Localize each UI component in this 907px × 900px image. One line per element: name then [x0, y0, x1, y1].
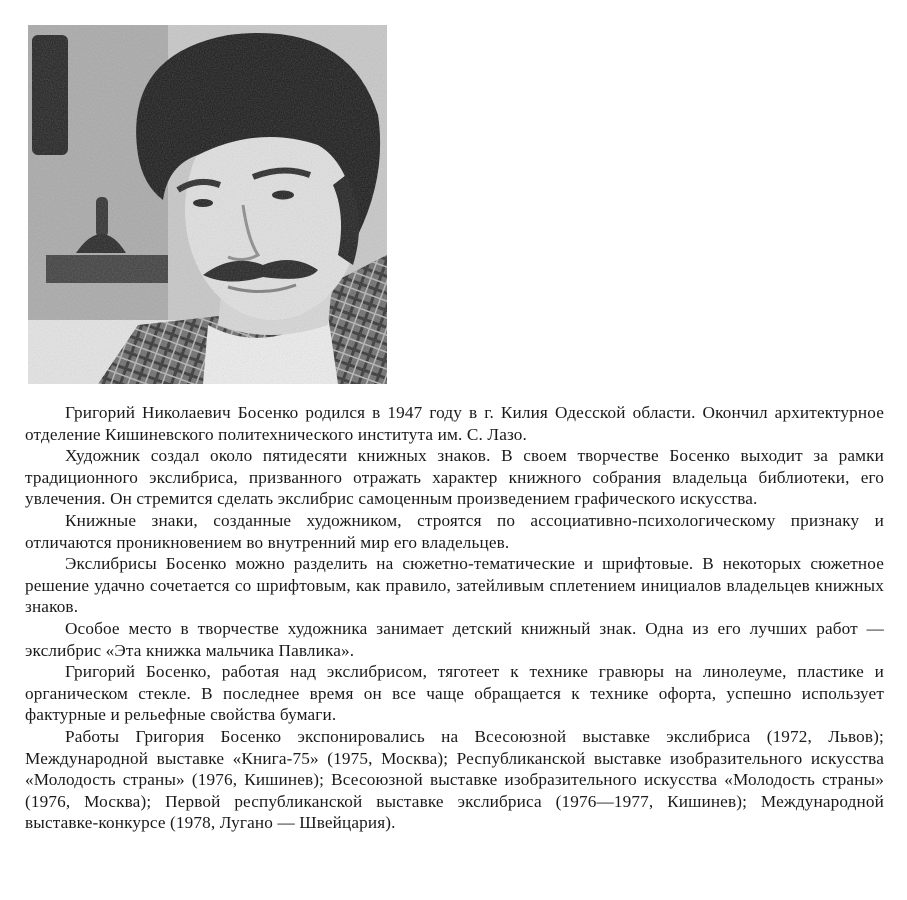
paragraph-techniques: Григорий Босенко, работая над экслибрисом, тяготеет к технике гравюры на линолеуме, пластике и органическом стекле. В последнее время он все чаще обращается к технике офорта, успешно использует фактурные и рельефные свойства бумаги.: [25, 662, 884, 725]
photo-grain: [28, 25, 387, 384]
paragraph-book-signs: Книжные знаки, созданные художником, строятся по ассоциативно-психологическому признаку и отличаются проникновением во внутренний мир его владельцев.: [25, 510, 884, 552]
paragraph-works-overview: Художник создал около пятидесяти книжных знаков. В своем творчестве Босенко выходит за рамки традиционного экслибриса, призванного отражать характер книжного собрания владельца библиотеки, его увлечения. Он стремится сделать экслибрис самоценным произведением графического искусства.: [25, 446, 884, 509]
paragraph-childrens-sign: Особое место в творчестве художника занимает детский книжный знак. Одна из его лучших работ — экслибрис «Эта книжка мальчика Павлика».: [25, 618, 884, 660]
biography-text: [25, 402, 884, 834]
paragraph-birth: Григорий Николаевич Босенко родился в 1947 году в г. Килия Одесской области. Окончил архитектурное отделение Кишиневского политехнического института им. С. Лазо.: [25, 403, 884, 444]
portrait-illustration: [28, 25, 387, 384]
paragraph-ex-libris-types: Экслибрисы Босенко можно разделить на сюжетно-тематические и шрифтовые. В некоторых сюжетное решение удачно сочетается со шрифтовым, как правило, затейливым сплетением инициалов владельцев книжных знаков.: [25, 554, 884, 617]
portrait-photo: [28, 25, 387, 384]
paragraph-exhibitions: Работы Григория Босенко экспонировались на Всесоюзной выставке экслибриса (1972, Львов); Международной выставке «Книга-75» (1975, Москва); Республиканской выставке изобразительного искусства «Молодость страны» (1976, Кишинев); Всесоюзной выставке изобразительного искусства «Молодость страны» (1976, Москва); Первой республиканской выставке экслибриса (1976—1977, Кишинев); Международной выставке-конкурсе (1978, Лугано — Швейцария).: [25, 726, 884, 833]
